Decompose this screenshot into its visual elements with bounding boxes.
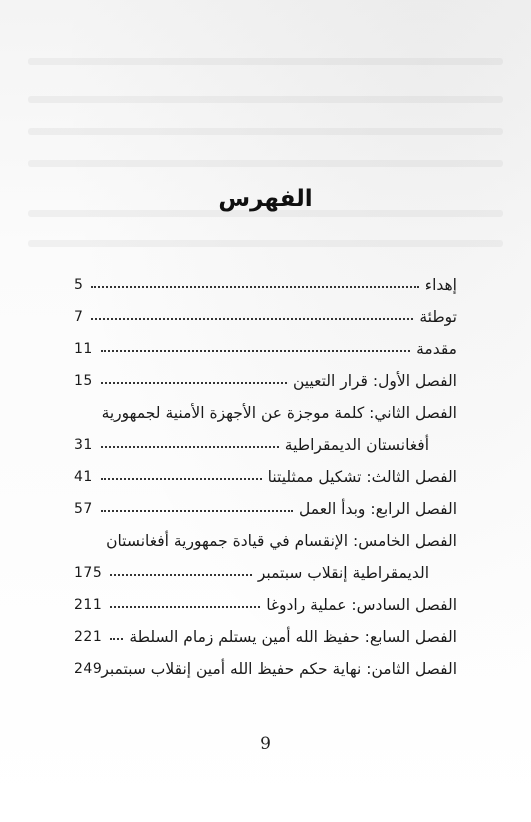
dot-leader bbox=[101, 350, 410, 352]
toc-entry bbox=[0, 302, 531, 334]
toc-entry-page: 41 bbox=[74, 469, 93, 485]
toc-entry bbox=[0, 270, 531, 302]
toc-entry-label: الفصل السادس: عملية رادوغا bbox=[266, 596, 457, 614]
toc-entry-page: 31 bbox=[74, 437, 93, 453]
toc-entry-label: الفصل الرابع: وبدأ العمل bbox=[299, 500, 457, 518]
toc-entry-label: أفغانستان الديمقراطية bbox=[284, 436, 429, 454]
toc-entry-label: الفصل الخامس: الإنقسام في قيادة جمهورية أفغانستان bbox=[106, 532, 457, 550]
toc-entry bbox=[0, 462, 531, 494]
bleed-through-line bbox=[28, 128, 503, 135]
toc-entry-page: 221 bbox=[74, 629, 103, 645]
toc-entry-page: 11 bbox=[74, 341, 93, 357]
toc-entry-label: الفصل الثاني: كلمة موجزة عن الأجهزة الأمنية لجمهورية bbox=[101, 404, 457, 422]
toc-entry bbox=[0, 622, 531, 654]
toc-entry bbox=[0, 654, 531, 686]
dot-leader bbox=[91, 318, 413, 320]
dot-leader bbox=[101, 510, 293, 512]
toc-entry-page: 57 bbox=[74, 501, 93, 517]
toc-entry-page: 15 bbox=[74, 373, 93, 389]
dot-leader bbox=[101, 446, 279, 448]
dot-leader bbox=[101, 382, 287, 384]
bleed-through-line bbox=[28, 240, 503, 247]
toc-entry bbox=[0, 526, 531, 558]
dot-leader bbox=[110, 638, 123, 640]
toc-entry bbox=[0, 430, 531, 462]
toc-entry bbox=[0, 494, 531, 526]
toc-entry-label: الفصل السابع: حفيظ الله أمين يستلم زمام السلطة bbox=[129, 628, 457, 646]
table-of-contents bbox=[0, 270, 531, 686]
bleed-through-line bbox=[28, 58, 503, 65]
page-number: 9 bbox=[260, 734, 271, 754]
page-title: الفهرس bbox=[218, 186, 313, 212]
toc-entry-page: 5 bbox=[74, 277, 84, 293]
toc-entry bbox=[0, 334, 531, 366]
dot-leader bbox=[91, 286, 418, 288]
toc-entry bbox=[0, 366, 531, 398]
toc-entry-label: الفصل الثالث: تشكيل ممثليتنا bbox=[267, 468, 457, 486]
bleed-through-line bbox=[28, 160, 503, 167]
dot-leader bbox=[110, 606, 260, 608]
bleed-through-line bbox=[28, 96, 503, 103]
toc-entry-label: الديمقراطية إنقلاب سبتمبر bbox=[257, 564, 429, 582]
toc-entry-label: توطئة bbox=[419, 308, 457, 326]
toc-entry-label: مقدمة bbox=[416, 340, 457, 358]
toc-entry-label: الفصل الأول: قرار التعيين bbox=[292, 372, 457, 390]
toc-entry bbox=[0, 398, 531, 430]
toc-entry bbox=[0, 590, 531, 622]
toc-entry-page: 175 bbox=[74, 565, 103, 581]
toc-entry-page: 211 bbox=[74, 597, 103, 613]
toc-entry-label: الفصل الثامن: نهاية حكم حفيظ الله أمين إنقلاب سبتمبر bbox=[101, 660, 457, 678]
toc-entry-label: إهداء bbox=[424, 276, 457, 294]
dot-leader bbox=[101, 478, 262, 480]
toc-entry-page: 7 bbox=[74, 309, 84, 325]
toc-entry bbox=[0, 558, 531, 590]
dot-leader bbox=[110, 574, 252, 576]
toc-entry-page: 249 bbox=[74, 661, 103, 677]
